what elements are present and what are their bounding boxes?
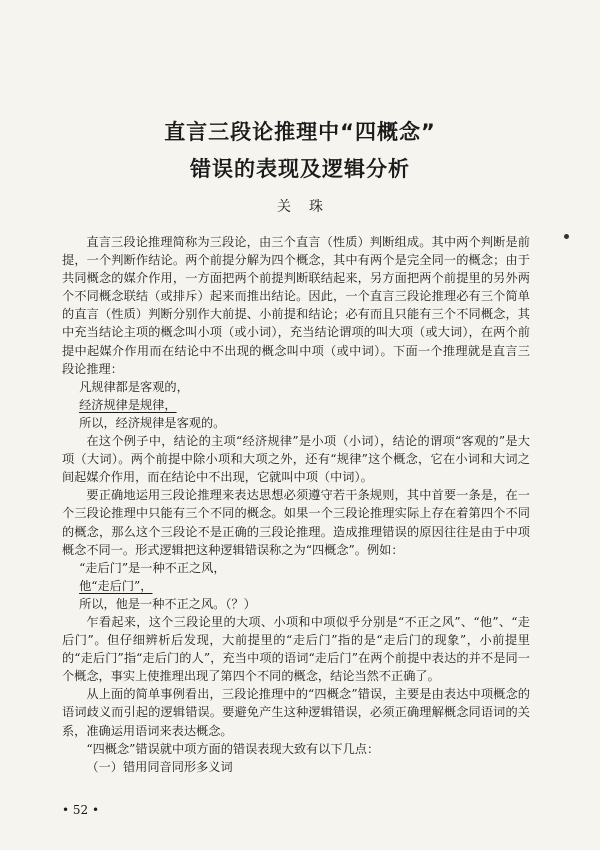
paragraph: 在这个例子中，结论的主项“经济规律”是小项（小词），结论的谓项“客观的”是大项（大词）。两个前提中除小项和大项之外，还有“规律”这个概念，它在小词和大词之间起媒介作用，而在结论中不出现，它就叫中项（中词）。 <box>62 434 530 485</box>
example-line: 所以，经济规律是客观的。 <box>79 415 226 430</box>
paragraph: 直言三段论推理简称为三段论，由三个直言（性质）判断组成。其中两个判断是前提，一个判断作结论。两个前提分解为四个概念，其中有两个是完全同一的概念；由于共同概念的媒介作用，一方面把两个前提判断联结起来，另方面把两个前提里的另外两个不同概念联结（或排斥）起来而推出结论。因此，一个直言三段论推理必有三个简单的直言（性质）判断分别作大前提、小前提和结论；必有而且只能有三个不同概念，其中充当结论主项的概念叫小项（或小词），充当结论谓项的叫大项（或大词），在两个前提中起媒介作用而在结论中不出现的概念叫中项（或中词）。下面一个推理就是直言三段论推理： <box>62 235 530 376</box>
example-line: “走后门”是一种不正之风， <box>79 560 226 575</box>
example-line: 所以，他是一种不正之风。（？） <box>79 596 256 611</box>
page-number: • 52 • <box>62 803 100 817</box>
article-author: 关珠 <box>277 199 341 215</box>
article-title-line-2: 错误的表现及逻辑分析 <box>190 157 410 181</box>
article-body <box>62 233 530 776</box>
example-line: 凡规律都是客观的， <box>79 379 189 394</box>
paragraph: 从上面的简单事例看出，三段论推理中的“四概念”错误，主要是由表达中项概念的语词歧义而引起的逻辑错误。要避免产生这种逻辑错误，必须正确理解概念同语词的关系，准确运用语词来表达概念。 <box>62 687 530 738</box>
paragraph: 要正确地运用三段论推理来表达思想必须遵守若干条规则，其中首要一条是，在一个三段论推理中只能有三个不同的概念。如果一个三段论推理实际上存在着第四个不同的概念，那么这个三段论不是正确的三段论推理。造成推理错误的原因往往是由于中项概念不同一。形式逻辑把这种逻辑错误称之为“四概念”。例如： <box>62 488 530 557</box>
section-heading: （一）错用同音同形多义词 <box>86 759 233 774</box>
example-line: 他“走后门”， <box>79 578 153 593</box>
article-title-line-1: 直言三段论推理中“四概念” <box>164 120 436 144</box>
example-line: 经济规律是规律， <box>79 397 177 412</box>
paragraph: 乍看起来，这个三段论里的大项、小项和中项似乎分别是“不正之风”、“他”、“走后门”。但仔细辨析后发现，大前提里的“走后门”指的是“走后门的现象”，小前提里的“走后门”指“走后门的人”，充当中项的语词“走后门”在两个前提中表达的并不是同一个概念，事实上使推理出现了第四个不同的概念，结论当然不正确了。 <box>62 614 530 684</box>
paragraph: “四概念”错误就中项方面的错误表现大致有以下几点： <box>86 741 380 756</box>
margin-dot <box>564 234 569 239</box>
